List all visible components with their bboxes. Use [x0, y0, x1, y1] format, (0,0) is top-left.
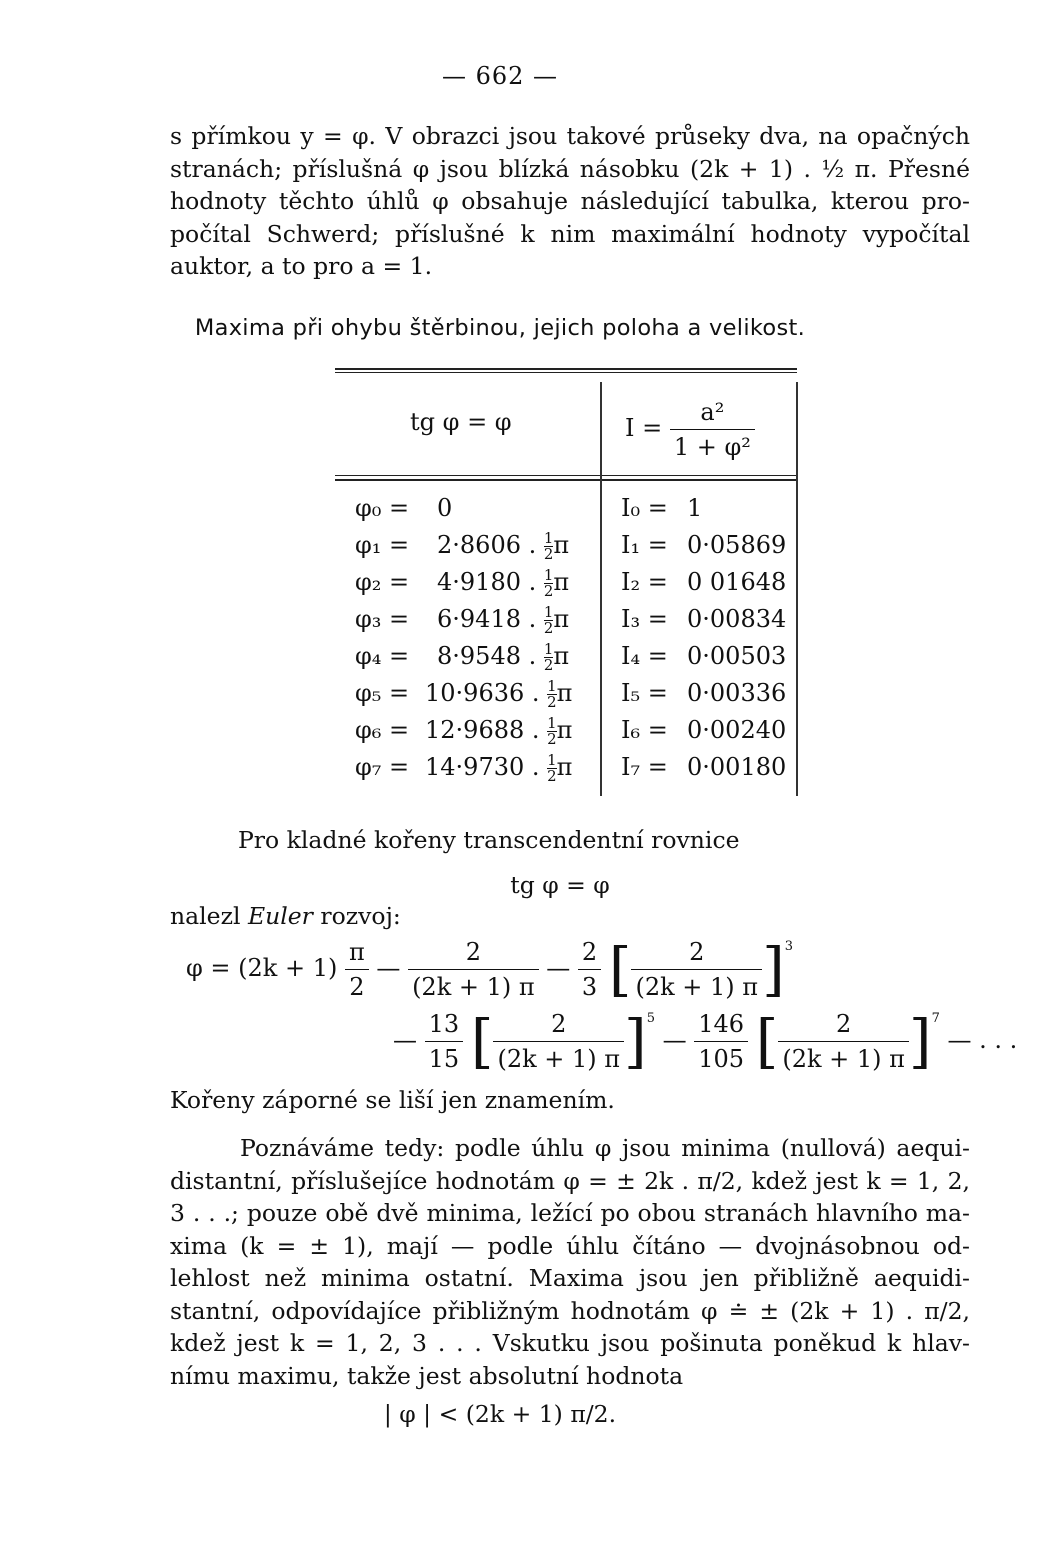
- phi-label: φ₇ =: [355, 753, 410, 781]
- euler-intro: Pro kladné kořeny transcendentní rovnice: [238, 826, 740, 854]
- text-line: auktor, a to pro a = 1.: [170, 252, 433, 280]
- text-line: stantní, odpovídajíce přibližným hodnotám φ ≐ ± (2k + 1) . π/2,: [170, 1296, 970, 1325]
- phi-value: 12·9688 . $\frac{1}{2}$ π: [425, 714, 573, 748]
- phi-value: 0: [437, 494, 453, 522]
- page-number: — 662 —: [441, 62, 559, 90]
- intensity-value: 0·00180: [687, 753, 787, 781]
- phi-label: φ₂ =: [355, 568, 410, 596]
- text-line: s přímkou y = φ. V obrazci jsou takové průseky dva, na opačných: [170, 122, 970, 150]
- header-rule: [335, 479, 797, 481]
- fraction-numerator: a²: [700, 398, 725, 426]
- intensity-value: 0·00240: [687, 716, 787, 744]
- intensity-label: I₁ =: [621, 531, 668, 559]
- text-line: stranách; příslušná φ jsou blízká násobku (2k + 1) . ½ π. Přesné: [170, 154, 970, 183]
- intensity-lhs: I =: [625, 414, 663, 442]
- euler-series-line-1: φ = (2k + 1) $\frac{\pi}{2}$ — $\frac{2}{(2k + 1) \pi}$ — $\frac{2}{3}$ [ $\frac{2}{(2k + 1) \pi}$ ]$^3$: [186, 935, 793, 1004]
- phi-value: 14·9730 . $\frac{1}{2}$ π: [425, 751, 573, 785]
- intensity-value: 0·00503: [687, 642, 787, 670]
- paragraph-intro: [170, 120, 970, 283]
- phi-label: φ₁ =: [355, 531, 410, 559]
- phi-label: φ₅ =: [355, 679, 410, 707]
- euler-found-line: nalezl Euler rozvoj:: [170, 902, 401, 930]
- header-intensity-formula: [625, 398, 755, 461]
- header-tg-equation: tg φ = φ: [410, 408, 512, 436]
- text-line: 3 . . .; pouze obě dvě minima, ležící po obou stranách hlavního ma-: [170, 1199, 970, 1227]
- text-line: lehlost než minima ostatní. Maxima jsou jen přibližně aequidi-: [170, 1264, 970, 1292]
- text-line: počítal Schwerd; příslušné k nim maximální hodnoty vypočítal: [170, 219, 970, 248]
- intensity-value: 0·00336: [687, 679, 787, 707]
- table-title: Maxima při ohybu štěrbinou, jejich poloha a velikost.: [194, 315, 806, 341]
- paragraph-conclusion: [170, 1132, 970, 1392]
- intensity-label: I₅ =: [621, 679, 668, 707]
- phi-label: φ₃ =: [355, 605, 410, 633]
- text-line: Poznáváme tedy: podle úhlu φ jsou minima (nullová) aequi-: [240, 1134, 970, 1162]
- intensity-label: I₆ =: [621, 716, 668, 744]
- intensity-label: I₄ =: [621, 642, 668, 670]
- table-right-border: [796, 382, 798, 796]
- intensity-fraction: [670, 398, 755, 461]
- fraction-denominator: 1 + φ²: [670, 429, 755, 461]
- intensity-value: 1: [687, 494, 703, 522]
- phi-value: 10·9636 . $\frac{1}{2}$ π: [425, 677, 573, 711]
- intensity-label: I₃ =: [621, 605, 668, 633]
- author-euler: Euler: [247, 902, 313, 930]
- text-line: nímu maximu, takže jest absolutní hodnota: [170, 1361, 684, 1390]
- phi-label: φ₄ =: [355, 642, 410, 670]
- final-inequality: | φ | < (2k + 1) π/2.: [383, 1400, 617, 1428]
- header-rule-thin: [335, 475, 797, 476]
- phi-label: φ₀ =: [355, 494, 410, 522]
- phi-label: φ₆ =: [355, 716, 410, 744]
- intensity-label: I₀ =: [621, 494, 668, 522]
- table-top-rule: [335, 368, 797, 370]
- maxima-table: [335, 368, 797, 796]
- intensity-value: 0 01648: [687, 568, 787, 596]
- text-line: xima (k = ± 1), mají — podle úhlu čítáno — dvojnásobnou od-: [170, 1231, 970, 1260]
- phi-value: 6·9418 . $\frac{1}{2}$ π: [437, 603, 570, 637]
- euler-series-line-2: — $\frac{13}{15}$ [ $\frac{2}{(2k + 1) \pi}$ ]$^5$ — $\frac{146}{105}$ [ $\frac{2}{(2k + 1) \pi}$ ]$^7$ — . . .: [393, 1007, 1018, 1076]
- text-line: hodnoty těchto úhlů φ obsahuje následující tabulka, kterou pro-: [170, 187, 970, 215]
- intensity-value: 0·05869: [687, 531, 787, 559]
- table-top-rule-thin: [335, 372, 797, 373]
- column-divider: [600, 382, 602, 796]
- negative-roots-note: Kořeny záporné se liší jen znamením.: [170, 1086, 615, 1114]
- transcendental-equation: tg φ = φ: [510, 871, 610, 899]
- text-line: kdež jest k = 1, 2, 3 . . . Vskutku jsou pošinuta poněkud k hlav-: [170, 1329, 970, 1357]
- phi-value: 4·9180 . $\frac{1}{2}$ π: [437, 566, 570, 600]
- intensity-value: 0·00834: [687, 605, 787, 633]
- phi-value: 2·8606 . $\frac{1}{2}$ π: [437, 529, 570, 563]
- intensity-label: I₂ =: [621, 568, 668, 596]
- intensity-label: I₇ =: [621, 753, 668, 781]
- text-line: distantní, příslušejíce hodnotám φ = ± 2k . π/2, kdež jest k = 1, 2,: [170, 1166, 970, 1195]
- phi-value: 8·9548 . $\frac{1}{2}$ π: [437, 640, 570, 674]
